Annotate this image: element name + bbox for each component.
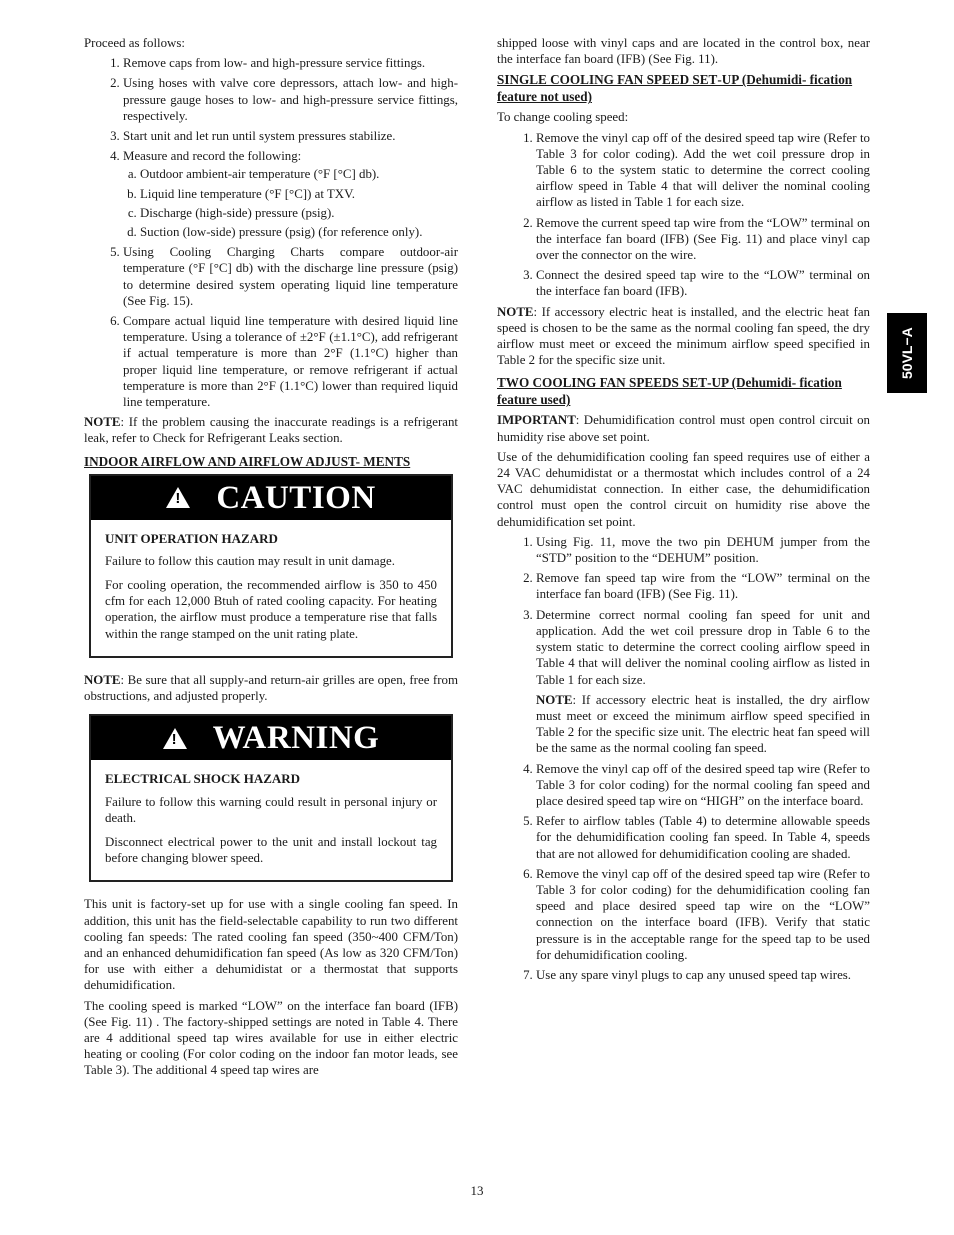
note-text: : If accessory electric heat is installed, the dry airflow must meet or exceed the minimum airflow speed specified in Table 2 for the specific size unit. The electric heat fan speed will be the same as the normal cooling fan speed. bbox=[536, 692, 870, 756]
list-item: 3. Connect the desired speed tap wire to the “LOW” terminal on the interface fan board (IFB). bbox=[536, 267, 870, 299]
warning-triangle-icon bbox=[166, 487, 190, 508]
caution-header bbox=[91, 476, 451, 520]
note-text: : If accessory electric heat is installed, and the electric heat fan speed is chosen to be the same as the normal cooling fan speed, the dry airflow must meet or exceed the minimum airflow speed specified in Table 2 for the specific size unit. bbox=[497, 304, 870, 368]
list-item: 4. Remove the vinyl cap off of the desired speed tap wire (Refer to Table 3 for color coding) for the normal cooling fan speed and place desired speed tap wire on “HIGH” on the interface board. bbox=[536, 761, 870, 810]
section-heading-airflow: INDOOR AIRFLOW AND AIRFLOW ADJUST- MENTS bbox=[84, 453, 411, 469]
list-item: d. Suction (low‐side) pressure (psig) (for reference only). bbox=[140, 224, 458, 240]
warning-hazard: ELECTRICAL SHOCK HAZARD bbox=[105, 771, 301, 787]
continued-text: shipped loose with vinyl caps and are located in the control box, near the interface fan board (IFB) (See Fig. 11). bbox=[497, 36, 870, 67]
note-grilles bbox=[84, 672, 458, 704]
list-item bbox=[536, 607, 870, 757]
list-item: 1. Remove the vinyl cap off of the desired speed tap wire (Refer to Table 3 for color coding). Add the wet coil pressure drop in Table 6 to the system static to determine the correct cooling airflow speed in Table 4 that will deliver the nominal cooling airflow as listed in Table 1 for each size. bbox=[536, 130, 870, 211]
list-item: a. Outdoor ambient‐air temperature (°F [°C] db). bbox=[140, 166, 458, 182]
list-item: c. Discharge (high‐side) pressure (psig). bbox=[140, 205, 458, 221]
warning-triangle-icon bbox=[163, 728, 187, 749]
right-column bbox=[497, 35, 870, 987]
caution-line: For cooling operation, the recommended airflow is 350 to 450 cfm for each 12,000 Btuh of rated cooling capacity. For heating operation, the airflow must produce a temperature rise that falls within the range stamped on the unit rating plate. bbox=[105, 578, 437, 641]
warning-title: WARNING bbox=[212, 720, 380, 757]
list-item: 1. Using Fig. 11, move the two pin DEHUM jumper from the “STD” position to the “DEHUM” position. bbox=[536, 534, 870, 566]
warning-header bbox=[91, 716, 451, 760]
paragraph-fan-speed: This unit is factory-set up for use with a single cooling fan speed. In addition, this unit has the field-selectable capability to run two different cooling fan speeds: The rated cooling fan speed (350~400 CFM/Ton) and an enhanced dehumidification fan speed (As low as 320 CFM/Ton) for use with either a dehumidistat or a thermostat that supports dehumidification. bbox=[84, 897, 458, 993]
important-body: : Dehumidification control must open control circuit on humidity rise above set point. bbox=[497, 413, 870, 444]
list-item: 2. Remove fan speed tap wire from the “LOW” terminal on the interface fan board (IFB) (See Fig. 11). bbox=[536, 570, 870, 602]
note-text: : Be sure that all supply‐and return‐air grilles are open, free from obstructions, and adjusted properly. bbox=[84, 672, 458, 704]
caution-line: Failure to follow this caution may result in unit damage. bbox=[105, 553, 395, 568]
intro-text: Proceed as follows: bbox=[84, 36, 185, 50]
side-tab-label: 50VL−A bbox=[898, 327, 915, 379]
list-item-text: 3. Determine correct normal cooling fan speed for unit and application. Add the wet coil pressure drop in Table 6 to the system static to determine the correct cooling airflow speed in Table 4 that will deliver the nominal cooling airflow as listed in Table 1 for each size. bbox=[536, 607, 870, 687]
note-refrigerant-leak bbox=[84, 414, 458, 446]
measure-sublist bbox=[123, 166, 458, 240]
step-note bbox=[536, 692, 870, 757]
list-item: 2. Using hoses with valve core depressors, attach low‐ and high‐pressure gauge hoses to low‐ and high‐pressure service fittings, respectively. bbox=[123, 75, 458, 124]
section-heading-single-speed: SINGLE COOLING FAN SPEED SET‐UP (Dehumidi- fication feature not used) bbox=[497, 72, 853, 105]
caution-box bbox=[89, 474, 453, 658]
section-heading-two-speeds: TWO COOLING FAN SPEEDS SET‐UP (Dehumidi- fication feature used) bbox=[497, 375, 842, 408]
charging-steps-list bbox=[84, 55, 458, 410]
list-item: 6. Compare actual liquid line temperature with desired liquid line temperature. Using a tolerance of ±2°F (±1.1°C), add refrigerant if actual temperature is more than 2°F (1.1°C) higher than proper liquid line temperature, or remove refrigerant if actual temperature is more than 2°F (1.1°C) lower than required liquid line temperature. bbox=[123, 313, 458, 410]
paragraph-cooling-speed: The cooling speed is marked “LOW” on the interface fan board (IFB) (See Fig. 11) . The factory-shipped settings are noted in Table 4. There are 4 additional speed tap wires available for use in either electric heating or cooling (For color coding on the indoor fan motor leads, see Table 3). The additional 4 speed tap wires are bbox=[84, 998, 458, 1078]
list-item-text: Measure and record the following: bbox=[123, 149, 302, 164]
list-item: 7. Use any spare vinyl plugs to cap any unused speed tap wires. bbox=[536, 967, 870, 983]
list-item: 1. Remove caps from low‐ and high‐pressure service fittings. bbox=[123, 55, 458, 71]
note-label: NOTE bbox=[84, 415, 121, 430]
caution-hazard: UNIT OPERATION HAZARD bbox=[105, 530, 278, 546]
important-text bbox=[497, 412, 870, 444]
dehumidification-paragraph: Use of the dehumidification cooling fan speed requires use of either a 24 VAC dehumidistat or a thermostat which includes control of a 24 VAC dehumidistat connection. In either case, the dehumidification control must open the control circuit on humidity rise above the dehumidification set point. bbox=[497, 449, 870, 529]
caution-title: CAUTION bbox=[216, 479, 376, 516]
caution-body bbox=[91, 520, 451, 656]
note-electric-heat bbox=[497, 304, 870, 369]
left-column bbox=[84, 35, 458, 1083]
section-side-tab bbox=[887, 313, 927, 393]
note-label: NOTE bbox=[497, 304, 534, 319]
page-number: 13 bbox=[470, 1183, 484, 1198]
list-item: 5. Using Cooling Charging Charts compare outdoor‐air temperature (°F [°C] db) with the discharge line pressure (psig) to determine desired system operating liquid line temperature (See Fig. 15). bbox=[123, 244, 458, 309]
list-item: 3. Start unit and let run until system pressures stabilize. bbox=[123, 128, 458, 144]
note-text: : If the problem causing the inaccurate readings is a refrigerant leak, refer to Check for Refrigerant Leaks section. bbox=[84, 415, 458, 446]
list-item: 5. Refer to airflow tables (Table 4) to determine allowable speeds for the dehumidification cooling fan speed. In Table 4, speeds that are not allowed for dehumidification cooling are shaded. bbox=[536, 813, 870, 862]
note-label: NOTE bbox=[536, 692, 573, 707]
list-item: 2. Remove the current speed tap wire from the “LOW” terminal on the interface fan board (IFB) (See Fig. 11) and place vinyl cap over the connector on the wire. bbox=[536, 215, 870, 264]
important-label: IMPORTANT bbox=[497, 413, 576, 428]
warning-box bbox=[89, 714, 453, 882]
list-item: b. Liquid line temperature (°F [°C]) at TXV. bbox=[140, 186, 458, 202]
list-item: 6. Remove the vinyl cap off of the desired speed tap wire (Refer to Table 3 for color coding) for the dehumidification cooling fan speed and place desired speed tap wire on the “LOW” connection on the interface board (IFB). Verify that static pressure is in the acceptable range for the speed tap to be used for dehumidification cooling. bbox=[536, 866, 870, 963]
warning-line: Failure to follow this warning could result in personal injury or death. bbox=[105, 794, 437, 825]
two-speed-steps bbox=[497, 534, 870, 983]
list-item bbox=[123, 148, 458, 240]
to-change-text: To change cooling speed: bbox=[497, 110, 629, 125]
warning-body bbox=[91, 760, 451, 880]
warning-line: Disconnect electrical power to the unit and install lockout tag before changing blower speed. bbox=[105, 834, 437, 866]
single-speed-steps bbox=[497, 130, 870, 300]
note-label: NOTE bbox=[84, 672, 121, 687]
